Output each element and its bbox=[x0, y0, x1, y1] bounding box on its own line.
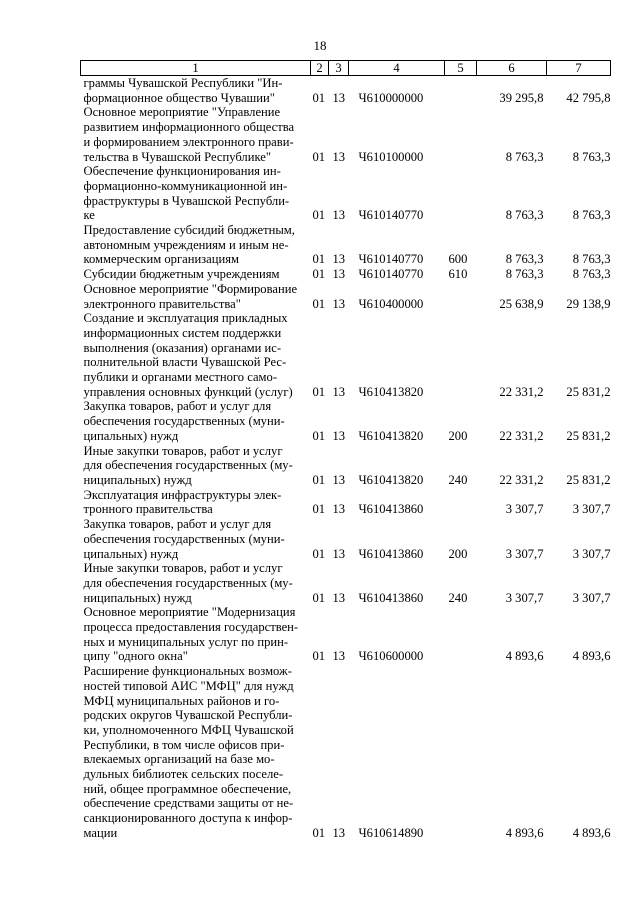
row-csr: Ч610413860 bbox=[358, 590, 424, 605]
row-name bbox=[81, 282, 311, 311]
row-name-line: Основное мероприятие "Модернизация bbox=[83, 605, 296, 620]
row-name-line: Создание и эксплуатация прикладных bbox=[83, 311, 288, 326]
row-amount-1: 8 763,3 bbox=[505, 267, 544, 282]
row-pr: 13 bbox=[332, 208, 346, 223]
row-vr bbox=[445, 76, 477, 106]
table-row bbox=[81, 399, 611, 443]
row-amount-1: 39 295,8 bbox=[499, 90, 544, 105]
row-amount-2: 4 893,6 bbox=[572, 649, 611, 664]
table-header-row bbox=[81, 61, 611, 76]
row-name bbox=[81, 76, 311, 106]
row-name-line: санкционированного доступа к инфор- bbox=[83, 811, 293, 826]
row-amount-1: 22 331,2 bbox=[499, 384, 544, 399]
row-amount-2: 29 138,9 bbox=[566, 296, 611, 311]
row-name bbox=[81, 267, 311, 282]
row-name-line: ниципальных) нужд bbox=[83, 590, 192, 605]
row-amount-1: 4 893,6 bbox=[505, 825, 544, 840]
row-amount-1: 3 307,7 bbox=[505, 546, 544, 561]
row-vr: 200 bbox=[448, 428, 468, 443]
row-csr: Ч610413820 bbox=[358, 384, 424, 399]
row-name-line: ниципальных) нужд bbox=[83, 472, 192, 487]
row-amount-1: 25 638,9 bbox=[499, 296, 544, 311]
row-name-line: Республики, в том числе офисов при- bbox=[83, 737, 285, 752]
row-csr: Ч610400000 bbox=[358, 296, 424, 311]
column-header: 5 bbox=[445, 61, 477, 76]
row-name-line: Расширение функциональных возмож- bbox=[83, 664, 292, 679]
row-amount-1: 4 893,6 bbox=[505, 649, 544, 664]
row-name bbox=[81, 561, 311, 605]
row-pr: 13 bbox=[332, 267, 346, 282]
row-vr bbox=[445, 664, 477, 840]
row-name-line: автономным учреждениям и иным не- bbox=[83, 237, 289, 252]
row-name-line: тельства в Чувашской Республике" bbox=[83, 149, 271, 164]
row-name-line: управления основных функций (услуг) bbox=[83, 384, 293, 399]
table-row bbox=[81, 561, 611, 605]
row-name-line: МФЦ муниципальных районов и го- bbox=[83, 693, 280, 708]
row-amount-2: 8 763,3 bbox=[572, 208, 611, 223]
row-name-line: для обеспечения государственных (му- bbox=[83, 575, 293, 590]
row-amount-2: 3 307,7 bbox=[572, 502, 611, 517]
row-gr: 01 bbox=[312, 546, 326, 561]
row-name-line: публики и органами местного само- bbox=[83, 370, 278, 385]
row-gr: 01 bbox=[312, 825, 326, 840]
row-pr: 13 bbox=[332, 472, 346, 487]
row-csr: Ч610413820 bbox=[358, 472, 424, 487]
table-row bbox=[81, 267, 611, 282]
row-pr: 13 bbox=[332, 384, 346, 399]
row-vr: 200 bbox=[448, 546, 468, 561]
table-row bbox=[81, 517, 611, 561]
row-pr: 13 bbox=[332, 90, 346, 105]
table-row bbox=[81, 164, 611, 223]
row-name bbox=[81, 517, 311, 561]
row-name-line: процесса предоставления государствен- bbox=[83, 620, 299, 635]
row-pr: 13 bbox=[332, 149, 346, 164]
row-amount-2: 25 831,2 bbox=[566, 472, 611, 487]
page-number: 18 bbox=[313, 38, 327, 53]
row-gr: 01 bbox=[312, 384, 326, 399]
column-header: 3 bbox=[329, 61, 349, 76]
table-row bbox=[81, 282, 611, 311]
row-name-line: ципальных) нужд bbox=[83, 428, 179, 443]
row-csr: Ч610614890 bbox=[358, 825, 424, 840]
table-row bbox=[81, 488, 611, 517]
row-pr: 13 bbox=[332, 649, 346, 664]
row-gr: 01 bbox=[312, 90, 326, 105]
row-name-line: информационных систем поддержки bbox=[83, 325, 282, 340]
row-vr bbox=[445, 164, 477, 223]
row-name bbox=[81, 223, 311, 267]
row-gr: 01 bbox=[312, 502, 326, 517]
row-gr: 01 bbox=[312, 428, 326, 443]
row-name-line: развитием информационного общества bbox=[83, 120, 295, 135]
row-name-line: ципу "одного окна" bbox=[83, 649, 188, 664]
row-csr: Ч610600000 bbox=[358, 649, 424, 664]
row-vr: 610 bbox=[448, 267, 468, 282]
row-name bbox=[81, 488, 311, 517]
table-row bbox=[81, 76, 611, 106]
row-name-line: обеспечение средствами защиты от не- bbox=[83, 796, 294, 811]
row-pr: 13 bbox=[332, 428, 346, 443]
row-name-line: мации bbox=[83, 825, 118, 840]
row-name-line: граммы Чувашской Республики "Ин- bbox=[83, 76, 283, 90]
row-name-line: обеспечения государственных (муни- bbox=[83, 531, 285, 546]
row-name-line: Предоставление субсидий бюджетным, bbox=[83, 223, 295, 238]
row-gr: 01 bbox=[312, 296, 326, 311]
row-amount-2: 4 893,6 bbox=[572, 825, 611, 840]
row-name-line: ки, уполномоченного МФЦ Чувашской bbox=[83, 722, 294, 737]
row-pr: 13 bbox=[332, 296, 346, 311]
row-vr bbox=[445, 605, 477, 664]
row-gr: 01 bbox=[312, 252, 326, 267]
row-gr: 01 bbox=[312, 472, 326, 487]
row-gr: 01 bbox=[312, 149, 326, 164]
row-amount-2: 3 307,7 bbox=[572, 546, 611, 561]
row-pr: 13 bbox=[332, 590, 346, 605]
row-name-line: и формированием электронного прави- bbox=[83, 134, 294, 149]
row-pr: 13 bbox=[332, 825, 346, 840]
budget-table bbox=[80, 60, 611, 841]
row-name-line: формационно-коммуникационной ин- bbox=[83, 178, 288, 193]
row-amount-1: 8 763,3 bbox=[505, 208, 544, 223]
row-pr: 13 bbox=[332, 546, 346, 561]
row-csr: Ч610413860 bbox=[358, 502, 424, 517]
row-name-line: родских округов Чувашской Республи- bbox=[83, 708, 293, 723]
row-amount-1: 8 763,3 bbox=[505, 252, 544, 267]
row-amount-2: 25 831,2 bbox=[566, 428, 611, 443]
row-csr: Ч610140770 bbox=[358, 208, 424, 223]
row-name bbox=[81, 164, 311, 223]
table-body bbox=[81, 76, 611, 841]
row-amount-2: 8 763,3 bbox=[572, 149, 611, 164]
row-gr: 01 bbox=[312, 267, 326, 282]
row-name-line: Иные закупки товаров, работ и услуг bbox=[83, 443, 283, 458]
row-name-line: ний, общее программное обеспечение, bbox=[83, 781, 292, 796]
row-name-line: для обеспечения государственных (му- bbox=[83, 458, 293, 473]
column-header: 4 bbox=[349, 61, 445, 76]
row-name-line: ципальных) нужд bbox=[83, 546, 179, 561]
row-name-line: выполнения (оказания) органами ис- bbox=[83, 340, 282, 355]
row-amount-2: 42 795,8 bbox=[566, 90, 611, 105]
row-amount-1: 3 307,7 bbox=[505, 590, 544, 605]
row-gr: 01 bbox=[312, 649, 326, 664]
row-pr: 13 bbox=[332, 502, 346, 517]
row-name-line: фраструктуры в Чувашской Республи- bbox=[83, 193, 290, 208]
row-name-line: ностей типовой АИС "МФЦ" для нужд bbox=[83, 678, 294, 693]
row-name-line: Основное мероприятие "Управление bbox=[83, 105, 281, 120]
row-csr: Ч610100000 bbox=[358, 149, 424, 164]
row-amount-1: 3 307,7 bbox=[505, 502, 544, 517]
row-vr bbox=[445, 311, 477, 399]
row-amount-2: 25 831,2 bbox=[566, 384, 611, 399]
row-amount-1: 22 331,2 bbox=[499, 428, 544, 443]
row-vr bbox=[445, 105, 477, 164]
row-name-line: электронного правительства" bbox=[83, 296, 241, 311]
row-name bbox=[81, 105, 311, 164]
row-csr: Ч610140770 bbox=[358, 267, 424, 282]
row-amount-2: 8 763,3 bbox=[572, 267, 611, 282]
row-name-line: коммерческим организациям bbox=[83, 252, 239, 267]
row-name bbox=[81, 664, 311, 840]
row-vr: 240 bbox=[448, 472, 468, 487]
row-name-line: Закупка товаров, работ и услуг для bbox=[83, 517, 272, 532]
column-header: 1 bbox=[81, 61, 311, 76]
row-csr: Ч610140770 bbox=[358, 252, 424, 267]
table-row bbox=[81, 105, 611, 164]
row-name-line: дульных библиотек сельских поселе- bbox=[83, 767, 284, 782]
row-name-line: тронного правительства bbox=[83, 502, 213, 517]
row-name-line: обеспечения государственных (муни- bbox=[83, 414, 285, 429]
row-pr: 13 bbox=[332, 252, 346, 267]
row-vr: 240 bbox=[448, 590, 468, 605]
table-row bbox=[81, 605, 611, 664]
row-amount-1: 8 763,3 bbox=[505, 149, 544, 164]
row-name-line: Субсидии бюджетным учреждениям bbox=[83, 267, 280, 282]
row-amount-1: 22 331,2 bbox=[499, 472, 544, 487]
table-row bbox=[81, 444, 611, 488]
row-name bbox=[81, 444, 311, 488]
row-name bbox=[81, 605, 311, 664]
table-row bbox=[81, 664, 611, 840]
row-name-line: Закупка товаров, работ и услуг для bbox=[83, 399, 272, 414]
row-name-line: влекаемых организаций на базе мо- bbox=[83, 752, 275, 767]
row-name-line: ке bbox=[83, 208, 95, 223]
row-csr: Ч610413860 bbox=[358, 546, 424, 561]
row-csr: Ч610000000 bbox=[358, 90, 424, 105]
column-header: 7 bbox=[547, 61, 611, 76]
row-amount-2: 3 307,7 bbox=[572, 590, 611, 605]
row-gr: 01 bbox=[312, 208, 326, 223]
table-row bbox=[81, 223, 611, 267]
row-name-line: Эксплуатация инфраструктуры элек- bbox=[83, 487, 282, 502]
table-row bbox=[81, 311, 611, 399]
row-amount-2: 8 763,3 bbox=[572, 252, 611, 267]
column-header: 6 bbox=[477, 61, 547, 76]
row-name-line: Обеспечение функционирования ин- bbox=[83, 164, 281, 179]
row-name-line: Основное мероприятие "Формирование bbox=[83, 281, 298, 296]
row-vr: 600 bbox=[448, 252, 468, 267]
row-csr: Ч610413820 bbox=[358, 428, 424, 443]
row-name-line: полнительной власти Чувашской Рес- bbox=[83, 355, 287, 370]
row-vr bbox=[445, 282, 477, 311]
row-name-line: Иные закупки товаров, работ и услуг bbox=[83, 561, 283, 576]
row-name-line: формационное общество Чувашии" bbox=[83, 90, 275, 105]
column-header: 2 bbox=[311, 61, 329, 76]
row-name bbox=[81, 311, 311, 399]
row-name bbox=[81, 399, 311, 443]
row-name-line: ных и муниципальных услуг по прин- bbox=[83, 634, 289, 649]
row-vr bbox=[445, 488, 477, 517]
row-gr: 01 bbox=[312, 590, 326, 605]
